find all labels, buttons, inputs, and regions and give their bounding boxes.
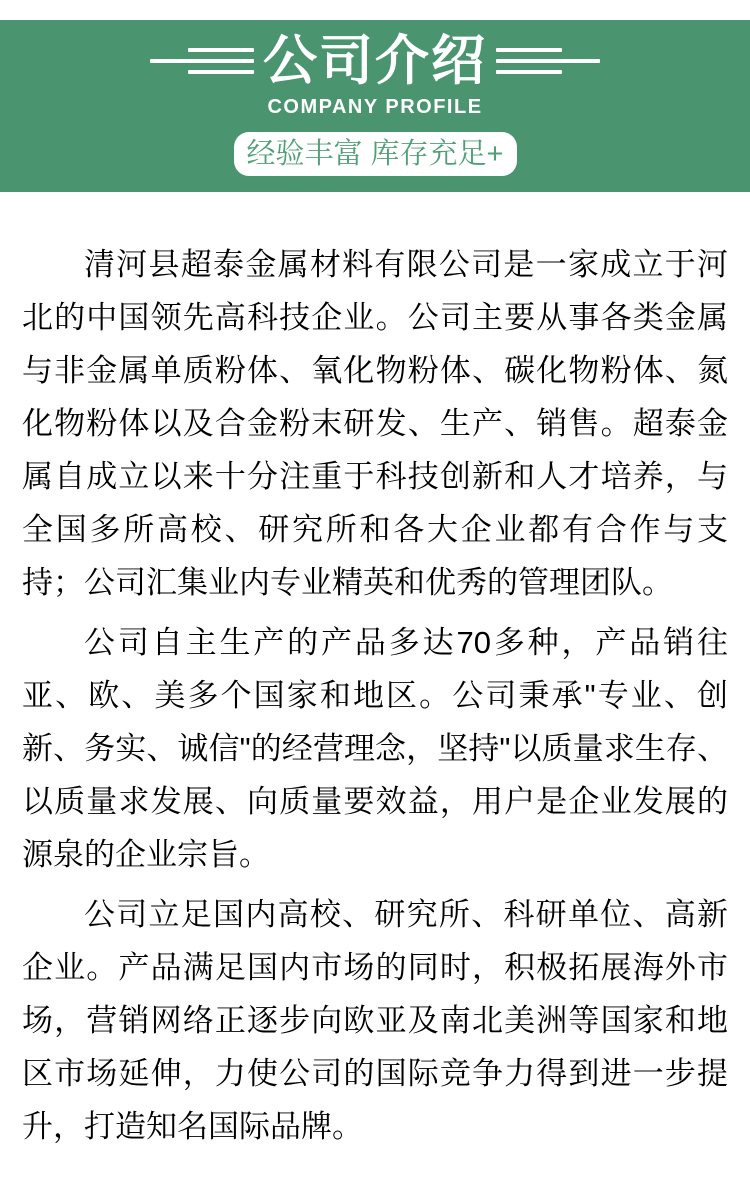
intro-paragraph-1: 清河县超泰金属材料有限公司是一家成立于河北的中国领先高科技企业。公司主要从事各类金属与非金属单质粉体、氧化物粉体、碳化物粉体、氮化物粉体以及合金粉末研发、生产、销售。超泰金属自成立以来十分注重于科技创新和人才培养，与全国多所高校、研究所和各大企业都有合作与支持；公司汇集业内专业精英和优秀的管理团队。 (22, 247, 728, 600)
decoration-line (496, 48, 562, 52)
title-decoration-left-lines (150, 48, 254, 74)
page-title: 公司介绍 (263, 31, 487, 91)
company-profile-page (0, 20, 750, 1195)
decoration-line (150, 59, 254, 63)
company-intro-text (0, 192, 750, 1153)
decoration-line (188, 70, 254, 74)
page-subtitle: COMPANY PROFILE (267, 96, 483, 118)
title-row (150, 32, 600, 90)
decoration-line (496, 59, 600, 63)
feature-badge (234, 132, 517, 176)
intro-paragraph-2: 公司自主生产的产品多达70多种，产品销往亚、欧、美多个国家和地区。公司秉承"专业、创新、务实、诚信"的经营理念，坚持"以质量求生存、以质量求发展、向质量要效益，用户是企业发展的源泉的企业宗旨。 (22, 625, 728, 872)
header-banner (0, 20, 750, 192)
feature-badge-label: 经验丰富 库存充足+ (246, 138, 504, 170)
decoration-line (496, 70, 562, 74)
title-decoration-right-lines (496, 48, 600, 74)
intro-paragraph-3: 公司立足国内高校、研究所、科研单位、高新企业。产品满足国内市场的同时，积极拓展海外市场，营销网络正逐步向欧亚及南北美洲等国家和地区市场延伸，力使公司的国际竞争力得到进一步提升，打造知名国际品牌。 (22, 897, 728, 1144)
decoration-line (188, 48, 254, 52)
